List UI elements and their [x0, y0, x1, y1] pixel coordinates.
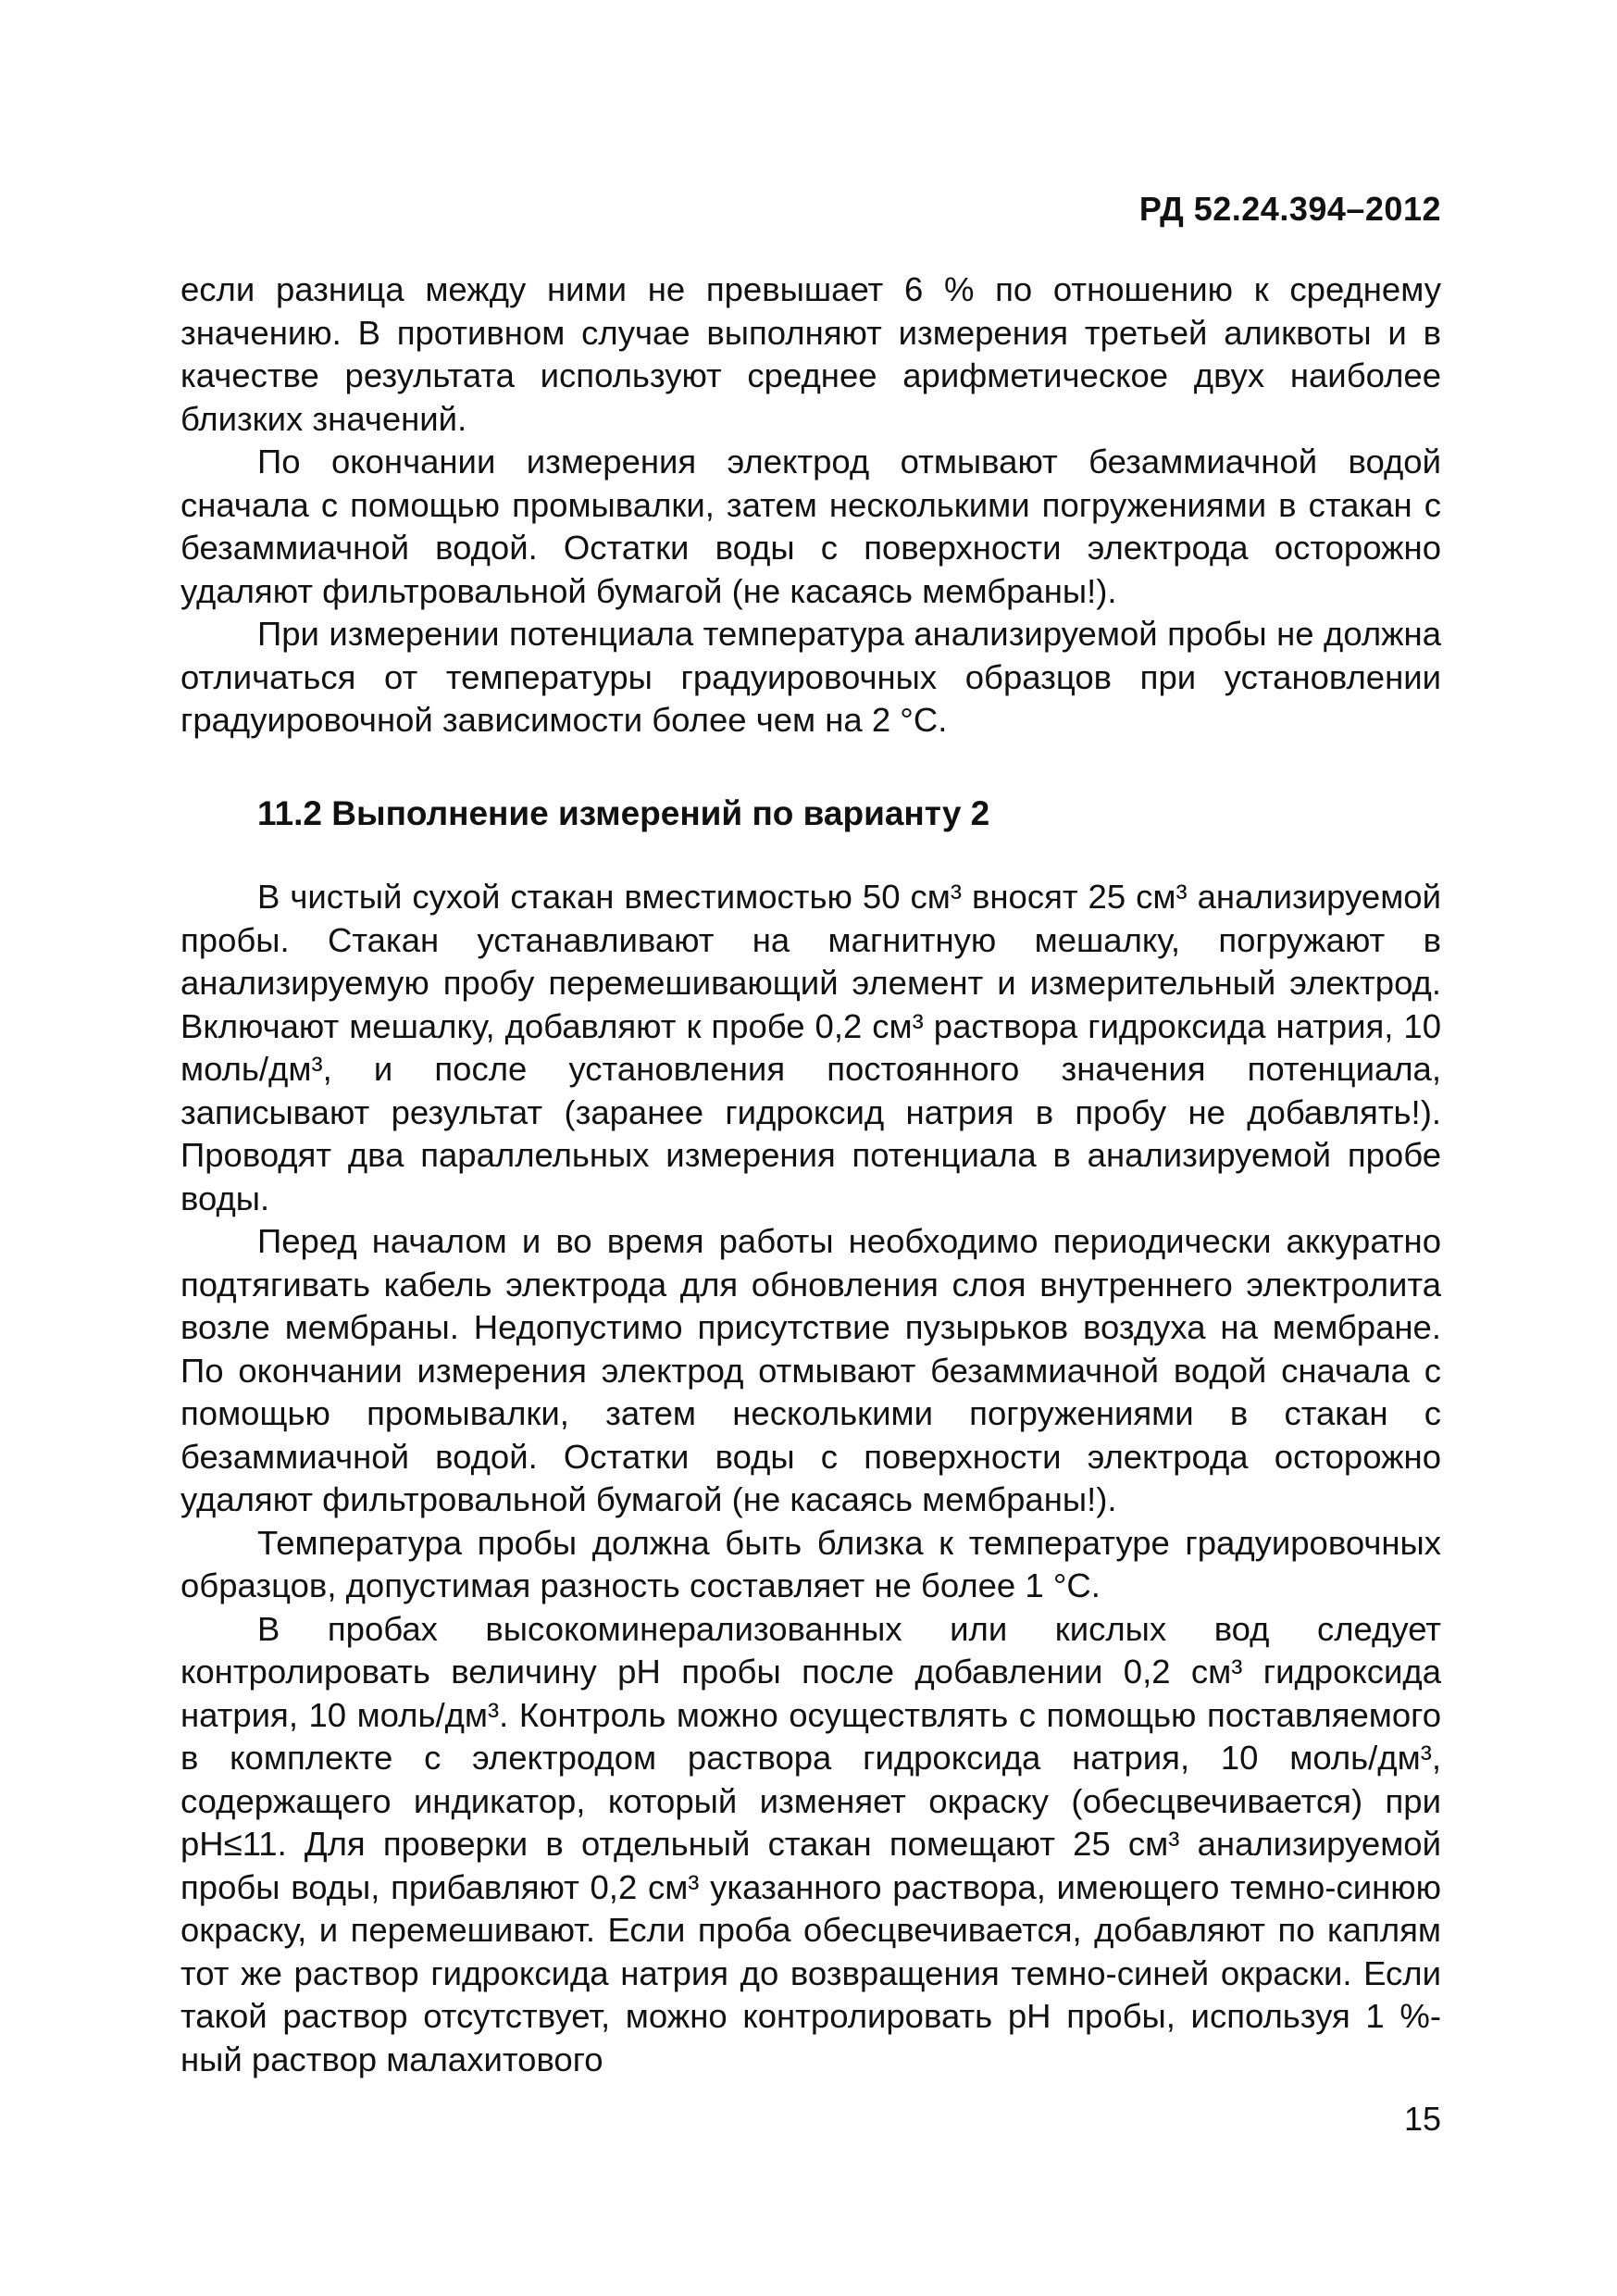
document-code-header: РД 52.24.394–2012: [1138, 190, 1441, 228]
section-heading-11-2: 11.2 Выполнение измерений по варианту 2: [257, 793, 990, 832]
paragraph-ph-control: В пробах высокоминерализованных или кислых вод следует контролировать величину pH пробы после добавлении 0,2 см³ гидроксида натрия, 10 моль/дм³. Контроль можно осуществлять с помощью поставляемого в комплекте с электродом раствора гидроксида натрия, 10 моль/дм³, содержащего индикатор, который изменяет окраску (обесцвечивается) при pH≤11. Для проверки в отдельный стакан помещают 25 см³ анализируемой пробы воды, прибавляют 0,2 см³ указанного раствора, имеющего темно-синюю окраску, и перемешивают. Если проба обесцвечивается, добавляют по каплям тот же раствор гидроксида натрия до возвращения темно-синей окраски. Если такой раствор отсутствует, можно контролировать pH пробы, используя 1 %-ный раствор малахитового: [180, 1609, 1441, 2078]
paragraph-temperature-requirement: При измерении потенциала температура анализируемой пробы не должна отличаться от температуры градуировочных образцов при установлении градуировочной зависимости более чем на 2 °С.: [180, 615, 1441, 739]
paragraph-electrode-washing: По окончании измерения электрод отмывают безаммиачной водой сначала с помощью промывалки, затем несколькими погружениями в стакан с безаммиачной водой. Остатки воды с поверхности электрода осторожно удаляют фильтровальной бумагой (не касаясь мембраны!).: [180, 443, 1441, 610]
paragraph-measurement-procedure: В чистый сухой стакан вместимостью 50 см³ вносят 25 см³ анализируемой пробы. Стакан устанавливают на магнитную мешалку, погружают в анализируемую пробу перемешивающий элемент и измерительный электрод. Включают мешалку, добавляют к пробе 0,2 см³ раствора гидроксида натрия, 10 моль/дм³, и после установления постоянного значения потенциала, записывают результат (заранее гидроксид натрия в пробу не добавлять!). Проводят два параллельных измерения потенциала в анализируемой пробе воды.: [180, 878, 1441, 1217]
paragraph-continuation: если разница между ними не превышает 6 % по отношению к среднему значению. В противном случае выполняют измерения третьей аликвоты и в качестве результата используют среднее арифметическое двух наиболее близких значений.: [180, 270, 1441, 438]
paragraph-sample-temperature: Температура пробы должна быть близка к температуре градуировочных образцов, допустимая разность составляет не более 1 °С.: [180, 1523, 1441, 1604]
paragraph-cable-maintenance: Перед началом и во время работы необходимо периодически аккуратно подтягивать кабель электрода для обновления слоя внутреннего электролита возле мембраны. Недопустимо присутствие пузырьков воздуха на мембране. По окончании измерения электрод отмывают безаммиачной водой сначала с помощью промывалки, затем несколькими погружениями в стакан с безаммиачной водой. Остатки воды с поверхности электрода осторожно удаляют фильтровальной бумагой (не касаясь мембраны!).: [180, 1222, 1441, 1518]
document-body: [180, 268, 1441, 2081]
page-number: 15: [1403, 2100, 1441, 2138]
